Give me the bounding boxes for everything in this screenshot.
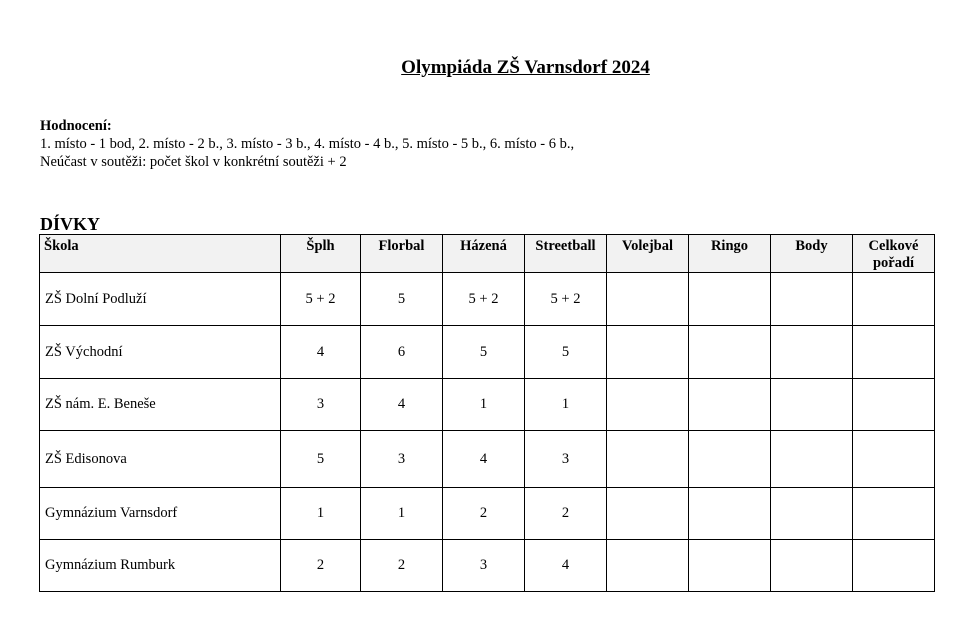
cell-hazena: 4 [443,431,525,488]
header-ringo: Ringo [689,235,771,273]
school-name-cell: Gymnázium Varnsdorf [40,488,281,540]
cell-streetball: 1 [525,379,607,431]
table-row [40,379,935,431]
cell-splh: 3 [281,379,361,431]
cell-body [771,488,853,540]
cell-hazena: 1 [443,379,525,431]
cell-body [771,326,853,379]
header-hazena: Házená [443,235,525,273]
cell-overall-rank [853,540,935,592]
cell-body [771,379,853,431]
cell-ringo [689,273,771,326]
table-row [40,431,935,488]
rating-label: Hodnocení: [40,118,112,134]
cell-body [771,273,853,326]
school-name-cell: ZŠ Dolní Podluží [40,273,281,326]
school-name-cell: Gymnázium Rumburk [40,540,281,592]
header-volejbal: Volejbal [607,235,689,273]
cell-florbal: 1 [361,488,443,540]
cell-florbal: 6 [361,326,443,379]
cell-streetball: 3 [525,431,607,488]
table-row [40,488,935,540]
cell-splh: 4 [281,326,361,379]
header-florbal: Florbal [361,235,443,273]
school-name-cell: ZŠ nám. E. Beneše [40,379,281,431]
cell-florbal: 2 [361,540,443,592]
table-row [40,273,935,326]
rating-points-line: 1. místo - 1 bod, 2. místo - 2 b., 3. místo - 3 b., 4. místo - 4 b., 5. místo - 5 b., 6. místo - 6 b., [40,136,575,152]
cell-hazena: 5 + 2 [443,273,525,326]
cell-volejbal [607,379,689,431]
cell-streetball: 5 [525,326,607,379]
cell-florbal: 5 [361,273,443,326]
school-name-cell: ZŠ Edisonova [40,431,281,488]
cell-splh: 5 [281,431,361,488]
page-title: Olympiáda ZŠ Varnsdorf 2024 [401,57,650,78]
cell-streetball: 4 [525,540,607,592]
cell-body [771,540,853,592]
table-row [40,540,935,592]
cell-overall-rank [853,431,935,488]
header-splh: Šplh [281,235,361,273]
cell-splh: 1 [281,488,361,540]
section-heading: DÍVKY [40,214,101,234]
cell-volejbal [607,326,689,379]
rating-absence-line: Neúčast v soutěži: počet škol v konkrétní soutěži + 2 [40,154,347,170]
cell-overall-rank [853,273,935,326]
cell-florbal: 3 [361,431,443,488]
cell-splh: 5 + 2 [281,273,361,326]
cell-splh: 2 [281,540,361,592]
header-row [40,235,935,273]
school-name-cell: ZŠ Východní [40,326,281,379]
header-streetball: Streetball [525,235,607,273]
cell-volejbal [607,488,689,540]
cell-ringo [689,540,771,592]
cell-ringo [689,379,771,431]
cell-ringo [689,431,771,488]
cell-hazena: 5 [443,326,525,379]
cell-overall-rank [853,326,935,379]
results-table [39,234,935,592]
cell-hazena: 3 [443,540,525,592]
cell-body [771,431,853,488]
cell-streetball: 2 [525,488,607,540]
cell-overall-rank [853,379,935,431]
header-body: Body [771,235,853,273]
header-school: Škola [40,235,281,273]
table-row [40,326,935,379]
header-overall-rank: Celkové pořadí [853,235,935,273]
cell-overall-rank [853,488,935,540]
cell-volejbal [607,431,689,488]
cell-florbal: 4 [361,379,443,431]
rating-block [40,117,574,171]
cell-ringo [689,326,771,379]
cell-ringo [689,488,771,540]
cell-volejbal [607,540,689,592]
cell-streetball: 5 + 2 [525,273,607,326]
cell-hazena: 2 [443,488,525,540]
cell-volejbal [607,273,689,326]
